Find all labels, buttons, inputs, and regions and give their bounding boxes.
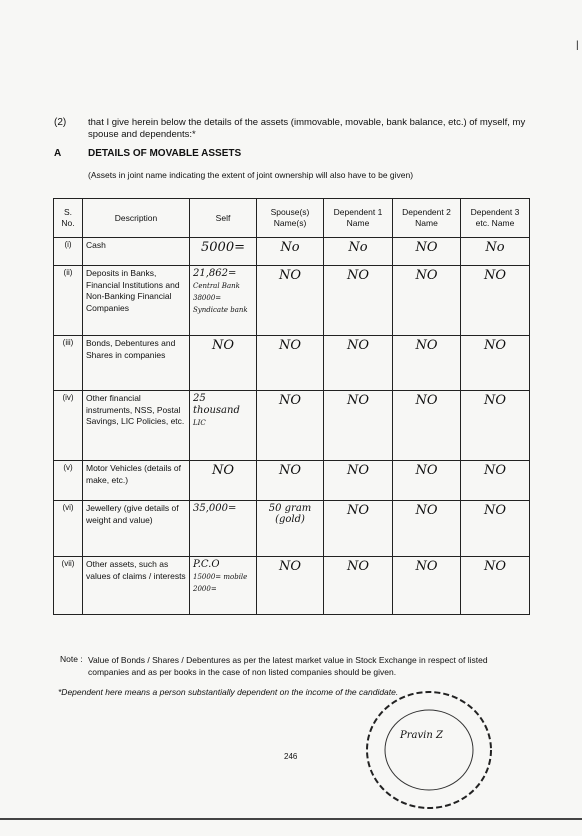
signature: Pravin Z — [400, 730, 443, 741]
header-spouse: Spouse(s) Name(s) — [257, 199, 324, 238]
row-self: NO — [190, 336, 257, 391]
row-dependent-2: NO — [393, 238, 461, 266]
note-text: Value of Bonds / Shares / Debentures as per the latest market value in Stock Exchange in respect of listed companies and as per books in the case of non listed companies should be given. — [88, 655, 488, 677]
row-dependent-2: NO — [393, 461, 461, 501]
page-number: 246 — [284, 752, 298, 761]
header-self: Self — [190, 199, 257, 238]
table-row — [54, 501, 530, 557]
row-dependent-2: NO — [393, 501, 461, 557]
row-description: Other assets, such as values of claims / interests — [83, 557, 190, 615]
header-dependent-3: Dependent 3 etc. Name — [461, 199, 530, 238]
clause-text: that I give herein below the details of the assets (immovable, movable, bank balance, etc.) of myself, my spouse and dependents:* — [88, 117, 526, 140]
table-row — [54, 391, 530, 461]
row-dependent-2: NO — [393, 266, 461, 336]
row-sno: (v) — [54, 461, 83, 501]
row-sno: (vii) — [54, 557, 83, 615]
official-seal-stamp — [334, 685, 494, 815]
row-sno: (iv) — [54, 391, 83, 461]
row-description: Other financial instruments, NSS, Postal Savings, LIC Policies, etc. — [83, 391, 190, 461]
row-spouse: NO — [257, 336, 324, 391]
table-row — [54, 266, 530, 336]
row-dependent-3: NO — [461, 336, 530, 391]
row-dependent-3: No — [461, 238, 530, 266]
row-dependent-3: NO — [461, 501, 530, 557]
row-dependent-1: NO — [324, 557, 393, 615]
header-description: Description — [83, 199, 190, 238]
page-edge-mark: | — [576, 40, 579, 51]
table-row — [54, 557, 530, 615]
row-self — [190, 391, 257, 461]
header-dependent-2: Dependent 2 Name — [393, 199, 461, 238]
row-self-value: 25 thousand — [193, 393, 240, 416]
row-dependent-2: NO — [393, 557, 461, 615]
row-spouse: NO — [257, 557, 324, 615]
row-self-detail: 15000= mobile 2000= — [193, 573, 248, 593]
clause-number: (2) — [54, 117, 67, 128]
header-sno: S. No. — [54, 199, 83, 238]
row-sno: (i) — [54, 238, 83, 266]
row-spouse: No — [257, 238, 324, 266]
table-header-row — [54, 199, 530, 238]
row-dependent-3: NO — [461, 266, 530, 336]
row-description: Deposits in Banks, Financial Institutions and Non-Banking Financial Companies — [83, 266, 190, 336]
table-row — [54, 238, 530, 266]
row-description: Jewellery (give details of weight and value) — [83, 501, 190, 557]
table-row — [54, 461, 530, 501]
section-subtitle: (Assets in joint name indicating the extent of joint ownership will also have to be given) — [88, 170, 414, 180]
row-sno: (vi) — [54, 501, 83, 557]
section-letter: A — [54, 148, 62, 159]
row-self — [190, 266, 257, 336]
note-label: Note : — [60, 654, 83, 664]
row-dependent-2: NO — [393, 336, 461, 391]
row-self: NO — [190, 461, 257, 501]
row-description: Motor Vehicles (details of make, etc.) — [83, 461, 190, 501]
bottom-scan-edge — [0, 818, 582, 820]
row-spouse: NO — [257, 461, 324, 501]
row-self-detail: LIC — [193, 419, 206, 427]
row-sno: (iii) — [54, 336, 83, 391]
row-description: Cash — [83, 238, 190, 266]
row-self — [190, 557, 257, 615]
row-self-value: 21,862= — [193, 268, 237, 279]
row-spouse: NO — [257, 266, 324, 336]
row-dependent-3: NO — [461, 557, 530, 615]
row-self: 5000= — [190, 238, 257, 266]
row-dependent-3: NO — [461, 461, 530, 501]
row-dependent-3: NO — [461, 391, 530, 461]
row-spouse: NO — [257, 391, 324, 461]
row-dependent-1: NO — [324, 461, 393, 501]
row-description: Bonds, Debentures and Shares in companies — [83, 336, 190, 391]
row-dependent-1: NO — [324, 391, 393, 461]
section-title: DETAILS OF MOVABLE ASSETS — [88, 148, 242, 159]
row-self: 35,000= — [190, 501, 257, 557]
row-dependent-1: NO — [324, 501, 393, 557]
row-dependent-1: No — [324, 238, 393, 266]
row-dependent-1: NO — [324, 336, 393, 391]
header-dependent-1: Dependent 1 Name — [324, 199, 393, 238]
footnote: *Dependent here means a person substantially dependent on the income of the candidate. — [58, 687, 399, 697]
row-self-detail: Central Bank 38000= Syndicate bank — [193, 282, 248, 314]
movable-assets-table — [53, 198, 530, 615]
row-dependent-1: NO — [324, 266, 393, 336]
row-sno: (ii) — [54, 266, 83, 336]
table-row — [54, 336, 530, 391]
row-spouse: 50 gram (gold) — [257, 501, 324, 557]
row-self-value: P.C.O — [193, 559, 220, 570]
row-dependent-2: NO — [393, 391, 461, 461]
